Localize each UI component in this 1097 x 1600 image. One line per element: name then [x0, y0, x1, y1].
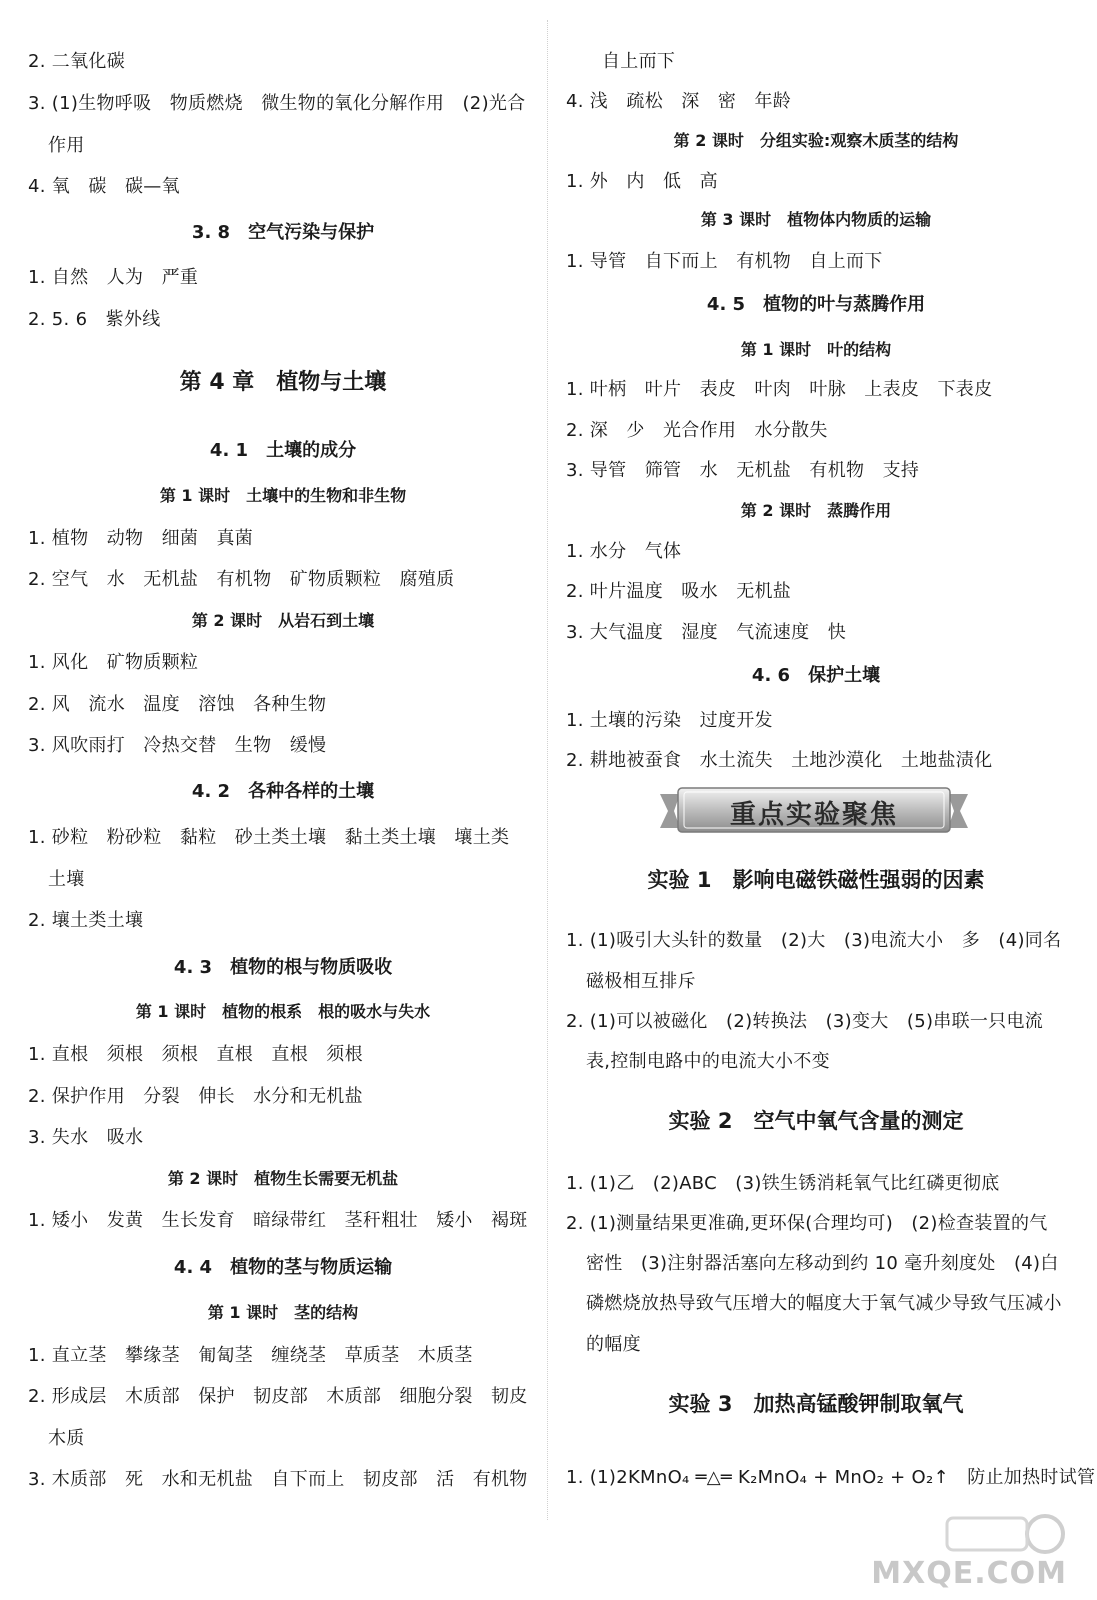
answer-line: 3. (1)生物呼吸 物质燃烧 微生物的氧化分解作用 (2)光合: [28, 93, 526, 114]
watermark: [871, 1512, 1067, 1592]
answer-line: 1. (1)吸引大头针的数量 (2)大 (3)电流大小 多 (4)同名: [566, 930, 1062, 951]
answer-line: 1. 矮小 发黄 生长发育 暗绿带红 茎秆粗壮 矮小 褐斑: [28, 1210, 528, 1231]
answer-line: 自上而下: [602, 51, 676, 72]
answer-line: 1. (1)2KMnO₄ ═△═ K₂MnO₄ + MnO₂ + O₂↑ 防止加热时试管: [566, 1467, 1096, 1488]
lesson-heading: 第 1 课时 茎的结构: [207, 1303, 359, 1322]
answer-line: 2. 形成层 木质部 保护 韧皮部 木质部 细胞分裂 韧皮: [28, 1386, 528, 1407]
answer-line: 3. 导管 筛管 水 无机盐 有机物 支持: [566, 460, 920, 481]
column-divider: [547, 20, 548, 1520]
lesson-heading: 第 1 课时 土壤中的生物和非生物: [159, 486, 407, 505]
answer-line: 3. 失水 吸水: [28, 1127, 144, 1148]
watermark-logo-icon: [907, 1512, 1067, 1562]
answer-line: 1. 直立茎 攀缘茎 匍匐茎 缠绕茎 草质茎 木质茎: [28, 1345, 473, 1366]
section-heading: 4. 2 各种各样的土壤: [191, 781, 375, 802]
section-heading: 3. 8 空气污染与保护: [191, 222, 375, 243]
answer-line: 磁极相互排斥: [586, 971, 696, 992]
lesson-heading: 第 2 课时 植物生长需要无机盐: [167, 1169, 399, 1188]
section-heading: 4. 3 植物的根与物质吸收: [173, 957, 393, 978]
section-heading: 4. 4 植物的茎与物质运输: [173, 1257, 393, 1278]
answer-line: 2. 5. 6 紫外线: [28, 309, 161, 330]
answer-line: 4. 浅 疏松 深 密 年龄: [566, 91, 792, 112]
section-heading: 4. 6 保护土壤: [751, 665, 881, 686]
answer-line: 3. 大气温度 湿度 气流速度 快: [566, 622, 846, 643]
answer-line: 2. 叶片温度 吸水 无机盐: [566, 581, 792, 602]
lesson-heading: 第 1 课时 植物的根系 根的吸水与失水: [135, 1002, 431, 1021]
watermark-text: MXQE.COM: [871, 1556, 1067, 1591]
chapter-heading: 第 4 章 植物与土壤: [179, 370, 387, 395]
lesson-heading: 第 3 课时 植物体内物质的运输: [700, 210, 932, 229]
section-heading: 4. 5 植物的叶与蒸腾作用: [706, 294, 926, 315]
answer-line: 3. 风吹雨打 冷热交替 生物 缓慢: [28, 735, 327, 756]
answer-line: 磷燃烧放热导致气压增大的幅度大于氧气减少导致气压减小: [586, 1293, 1062, 1314]
answer-line: 2. 耕地被蚕食 水土流失 土地沙漠化 土地盐渍化: [566, 750, 993, 771]
answer-line: 2. 壤土类土壤: [28, 910, 144, 931]
experiment-heading: 实验 1 影响电磁铁磁性强弱的因素: [647, 868, 985, 892]
answer-line: 1. 砂粒 粉砂粒 黏粒 砂土类土壤 黏土类土壤 壤土类: [28, 827, 510, 848]
lesson-heading: 第 1 课时 叶的结构: [740, 340, 892, 359]
answer-line: 1. 叶柄 叶片 表皮 叶肉 叶脉 上表皮 下表皮: [566, 379, 993, 400]
answer-line: 的幅度: [586, 1334, 641, 1355]
answer-line: 土壤: [48, 869, 85, 890]
answer-line: 1. 外 内 低 高: [566, 171, 718, 192]
answer-line: 1. 直根 须根 须根 直根 直根 须根: [28, 1044, 363, 1065]
lesson-heading: 第 2 课时 从岩石到土壤: [191, 611, 375, 630]
answer-line: 表,控制电路中的电流大小不变: [586, 1051, 830, 1072]
section-banner: [660, 786, 968, 836]
answer-line: 1. (1)乙 (2)ABC (3)铁生锈消耗氧气比红磷更彻底: [566, 1173, 1000, 1194]
experiment-heading: 实验 2 空气中氧气含量的测定: [668, 1109, 964, 1133]
answer-line: 木质: [48, 1428, 85, 1449]
answer-line: 2. 二氧化碳: [28, 51, 125, 72]
section-heading: 4. 1 土壤的成分: [209, 440, 357, 461]
answer-line: 1. 土壤的污染 过度开发: [566, 710, 773, 731]
answer-line: 2. (1)可以被磁化 (2)转换法 (3)变大 (5)串联一只电流: [566, 1011, 1044, 1032]
answer-line: 1. 导管 自下而上 有机物 自上而下: [566, 251, 883, 272]
experiment-heading: 实验 3 加热高锰酸钾制取氧气: [668, 1392, 964, 1416]
answer-line: 作用: [48, 135, 85, 156]
answer-line: 2. 空气 水 无机盐 有机物 矿物质颗粒 腐殖质: [28, 569, 455, 590]
answer-line: 1. 自然 人为 严重: [28, 267, 199, 288]
answer-line: 1. 植物 动物 细菌 真菌: [28, 528, 254, 549]
answer-line: 4. 氧 碳 碳—氧: [28, 176, 180, 197]
answer-line: 2. 保护作用 分裂 伸长 水分和无机盐: [28, 1086, 363, 1107]
banner-title: 重点实验聚焦: [729, 800, 898, 830]
answer-line: 1. 风化 矿物质颗粒: [28, 652, 199, 673]
lesson-heading: 第 2 课时 蒸腾作用: [740, 501, 892, 520]
answer-line: 2. (1)测量结果更准确,更环保(合理均可) (2)检查装置的气: [566, 1213, 1048, 1234]
answer-line: 2. 深 少 光合作用 水分散失: [566, 420, 828, 441]
answer-line: 1. 水分 气体: [566, 541, 682, 562]
answer-line: 密性 (3)注射器活塞向左移动到约 10 毫升刻度处 (4)白: [586, 1253, 1059, 1274]
answer-line: 3. 木质部 死 水和无机盐 自下而上 韧皮部 活 有机物: [28, 1469, 528, 1490]
lesson-heading: 第 2 课时 分组实验:观察木质茎的结构: [673, 131, 959, 150]
answer-line: 2. 风 流水 温度 溶蚀 各种生物: [28, 694, 327, 715]
